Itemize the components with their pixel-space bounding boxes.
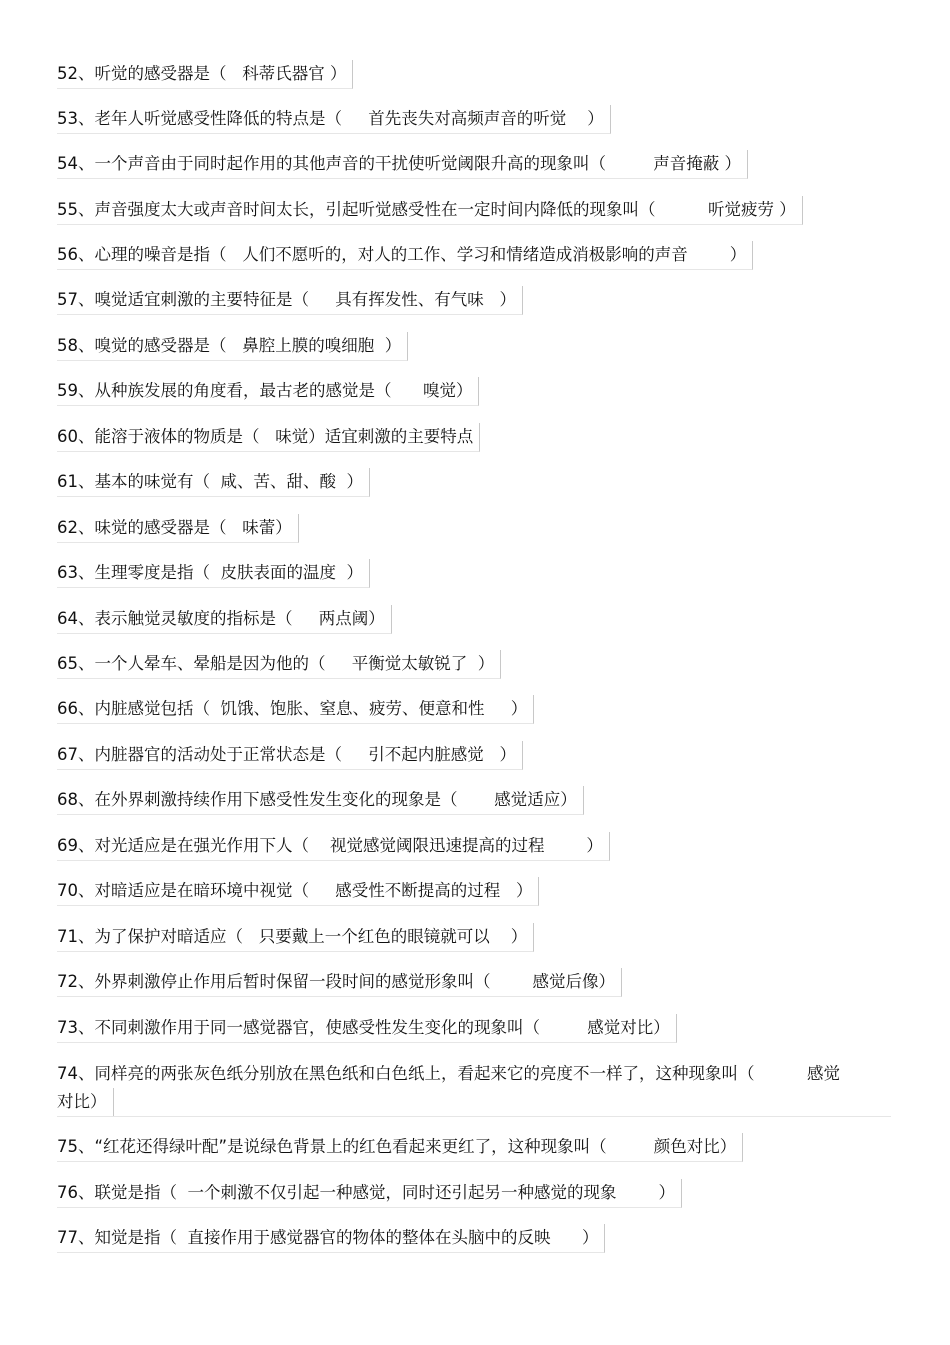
question-69: 69、对光适应是在强光作用下人（ 视觉感觉阈限迅速提高的过程 ） (57, 832, 610, 861)
question-70: 70、对暗适应是在暗环境中视觉（ 感受性不断提高的过程 ） (57, 877, 539, 906)
question-52: 52、听觉的感受器是（ 科蒂氏器官 ） (57, 60, 353, 89)
question-64: 64、表示触觉灵敏度的指标是（ 两点阈） (57, 605, 392, 634)
question-68: 68、在外界刺激持续作用下感受性发生变化的现象是（ 感觉适应） (57, 786, 584, 815)
question-71: 71、为了保护对暗适应（ 只要戴上一个红色的眼镜就可以 ） (57, 923, 534, 952)
question-55: 55、声音强度太大或声音时间太长，引起听觉感受性在一定时间内降低的现象叫（ 听觉疲劳 ） (57, 196, 803, 225)
question-62: 62、味觉的感受器是（ 味蕾） (57, 514, 299, 543)
question-54: 54、一个声音由于同时起作用的其他声音的干扰使听觉阈限升高的现象叫（ 声音掩蔽 ） (57, 150, 748, 179)
question-73: 73、不同刺激作用于同一感觉器官，使感受性发生变化的现象叫（ 感觉对比） (57, 1014, 677, 1043)
question-65: 65、一个人晕车、晕船是因为他的（ 平衡觉太敏锐了 ） (57, 650, 501, 679)
question-61: 61、基本的味觉有（ 咸、苦、甜、酸 ） (57, 468, 370, 497)
question-77: 77、知觉是指（ 直接作用于感觉器官的物体的整体在头脑中的反映 ） (57, 1224, 605, 1253)
question-53: 53、老年人听觉感受性降低的特点是（ 首先丧失对高频声音的听觉 ） (57, 105, 611, 134)
question-67: 67、内脏器官的活动处于正常状态是（ 引不起内脏感觉 ） (57, 741, 523, 770)
question-60: 60、能溶于液体的物质是（ 味觉）适宜刺激的主要特点 (57, 423, 480, 452)
question-74-continuation: 对比） (57, 1088, 114, 1116)
question-66: 66、内脏感觉包括（ 饥饿、饱胀、窒息、疲劳、便意和性 ） (57, 695, 534, 724)
question-72: 72、外界刺激停止作用后暂时保留一段时间的感觉形象叫（ 感觉后像） (57, 968, 622, 997)
question-56: 56、心理的噪音是指（ 人们不愿听的，对人的工作、学习和情绪造成消极影响的声音 ） (57, 241, 753, 270)
question-76: 76、联觉是指（ 一个刺激不仅引起一种感觉，同时还引起另一种感觉的现象 ） (57, 1179, 682, 1208)
question-63: 63、生理零度是指（ 皮肤表面的温度 ） (57, 559, 370, 588)
question-57: 57、嗅觉适宜刺激的主要特征是（ 具有挥发性、有气味 ） (57, 286, 523, 315)
question-58: 58、嗅觉的感受器是（ 鼻腔上膜的嗅细胞 ） (57, 332, 408, 361)
question-59: 59、从种族发展的角度看，最古老的感觉是（ 嗅觉） (57, 377, 479, 406)
question-74: 74、同样亮的两张灰色纸分别放在黑色纸和白色纸上，看起来它的亮度不一样了，这种现象叫（ 感觉 对比） (57, 1060, 891, 1117)
question-75: 75、“红花还得绿叶配”是说绿色背景上的红色看起来更红了，这种现象叫（ 颜色对比） (57, 1133, 743, 1162)
